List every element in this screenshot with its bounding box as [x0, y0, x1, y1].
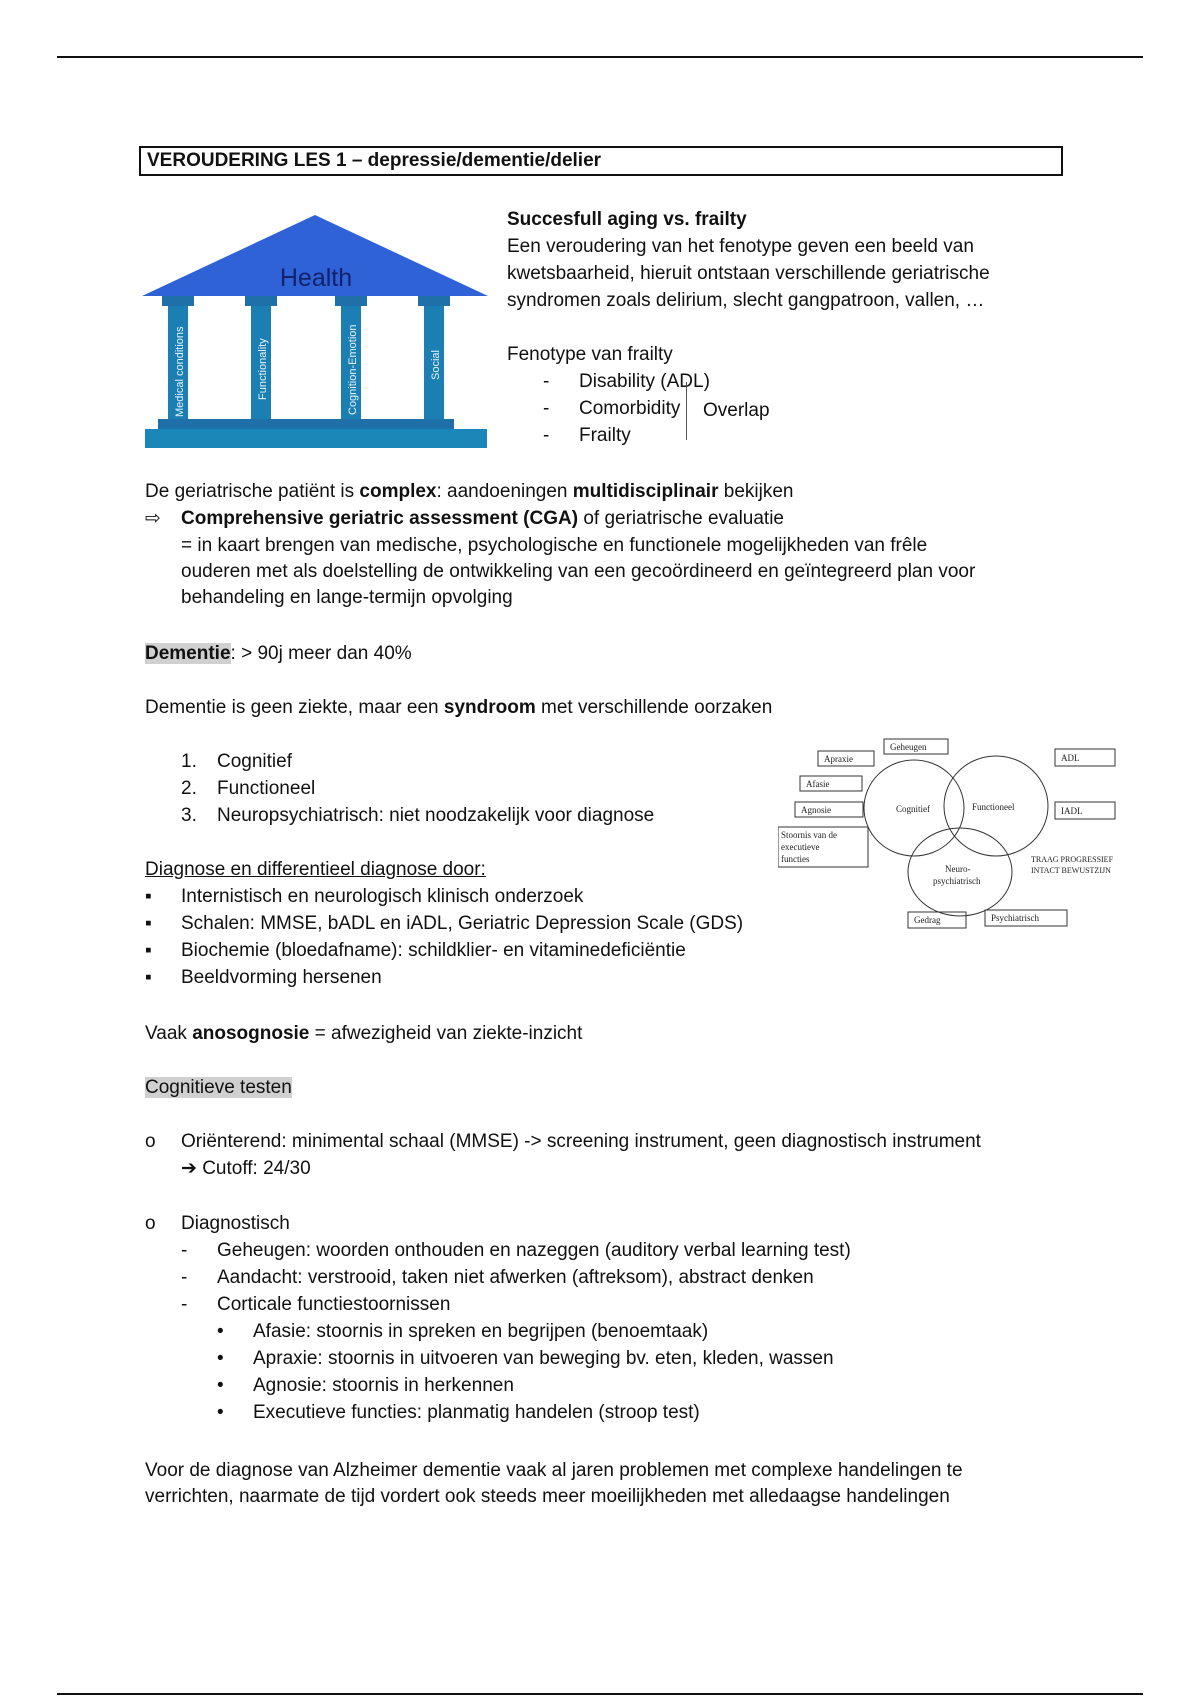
pillar-label-functionality: Functionality: [257, 338, 269, 400]
diag-bullet-4: ▪ Beeldvorming hersenen: [145, 967, 382, 988]
overlap-label: Overlap: [703, 400, 770, 421]
diagnostisch-line: o Diagnostisch: [145, 1213, 290, 1234]
frailty-heading: Succesfull aging vs. frailty: [507, 209, 747, 230]
anosognosie-line: Vaak anosognosie = afwezigheid van ziekte-inzicht: [145, 1023, 583, 1044]
venn-label-functioneel: Functioneel: [972, 802, 1015, 812]
numbered-item-2: 2. Functioneel: [181, 778, 316, 799]
phenotype-dash-1: -: [543, 371, 550, 392]
pillar-label-cognition: Cognition-Emotion: [347, 324, 359, 415]
venn-label-stoornis-2: executieve: [781, 842, 820, 852]
diag-bullet-1: ▪ Internistisch en neurologisch klinisch onderzoek: [145, 886, 584, 907]
venn-label-iadl: IADL: [1061, 806, 1083, 816]
top-rule: [57, 56, 1143, 58]
cga-def-3: behandeling en lange-termijn opvolging: [181, 587, 513, 608]
arrow-right-icon: ➔: [181, 1158, 203, 1179]
phenotype-item-1: Disability (ADL): [579, 371, 710, 392]
venn-note-1: TRAAG PROGRESSIEF: [1031, 855, 1114, 864]
venn-note-2: INTACT BEWUSTZIJN: [1031, 866, 1111, 875]
dementie-line: Dementie: > 90j meer dan 40%: [145, 643, 412, 664]
phenotype-item-3: Frailty: [579, 425, 631, 446]
temple-capital-3: [335, 296, 367, 306]
temple-step-top: [158, 419, 454, 429]
orient-line: o Oriënterend: minimental schaal (MMSE) -> screening instrument, geen diagnostisch instrument: [145, 1131, 981, 1152]
dot-item-2: • Apraxie: stoornis in uitvoeren van beweging bv. eten, kleden, wassen: [217, 1348, 834, 1369]
pillar-label-social: Social: [430, 350, 442, 380]
dot-item-1: • Afasie: stoornis in spreken en begrijpen (benoemtaak): [217, 1321, 709, 1342]
frailty-text-1: Een veroudering van het fenotype geven een beeld van: [507, 236, 974, 257]
venn-label-neuro-1: Neuro-: [945, 864, 971, 874]
phenotype-dash-3: -: [543, 425, 550, 446]
cutoff-line: ➔ Cutoff: 24/30: [181, 1158, 311, 1179]
venn-label-adl: ADL: [1061, 753, 1080, 763]
diagnose-heading: Diagnose en differentieel diagnose door:: [145, 859, 486, 880]
numbered-item-1: 1. Cognitief: [181, 751, 292, 772]
venn-label-agnosie: Agnosie: [801, 805, 831, 815]
dash-item-3: - Corticale functiestoornissen: [181, 1294, 451, 1315]
numbered-item-3: 3. Neuropsychiatrisch: niet noodzakelijk voor diagnose: [181, 805, 655, 826]
venn-label-cognitief: Cognitief: [896, 804, 930, 814]
health-temple-diagram: [140, 212, 490, 452]
diag-bullet-3: ▪ Biochemie (bloedafname): schildklier- en vitaminedeficiëntie: [145, 940, 686, 961]
temple-roof-label: Health: [279, 264, 353, 292]
venn-label-psychiatrisch: Psychiatrisch: [991, 913, 1039, 923]
overlap-bracket: [686, 382, 687, 440]
pillar-label-medical: Medical conditions: [174, 326, 186, 417]
venn-label-neuro-2: psychiatrisch: [933, 876, 981, 886]
phenotype-item-2: Comorbidity: [579, 398, 681, 419]
phenotype-heading: Fenotype van frailty: [507, 344, 673, 365]
temple-capital-2: [245, 296, 277, 306]
frailty-text-2: kwetsbaarheid, hieruit ontstaan verschillende geriatrische: [507, 263, 990, 284]
alzheimer-line-1: Voor de diagnose van Alzheimer dementie vaak al jaren problemen met complexe handelingen te: [145, 1460, 963, 1481]
arrow-icon: ⇨: [145, 508, 161, 529]
cga-line: Comprehensive geriatric assessment (CGA) of geriatrische evaluatie: [181, 508, 784, 529]
dash-item-1: - Geheugen: woorden onthouden en nazeggen (auditory verbal learning test): [181, 1240, 851, 1261]
alzheimer-line-2: verrichten, naarmate de tijd vordert ook steeds meer moeilijkheden met alledaagse handelingen: [145, 1486, 950, 1507]
temple-base: [145, 429, 487, 448]
syndroom-line: Dementie is geen ziekte, maar een syndroom met verschillende oorzaken: [145, 697, 773, 718]
venn-label-gedrag: Gedrag: [914, 915, 941, 925]
bottom-rule: [57, 1693, 1143, 1695]
testen-heading: Cognitieve testen: [145, 1077, 292, 1098]
venn-label-apraxie: Apraxie: [824, 754, 853, 764]
dementia-venn-diagram: [778, 732, 1128, 930]
phenotype-dash-2: -: [543, 398, 550, 419]
temple-capital-1: [162, 296, 194, 306]
dash-item-2: - Aandacht: verstrooid, taken niet afwerken (aftreksom), abstract denken: [181, 1267, 814, 1288]
venn-label-stoornis-3: functies: [781, 854, 810, 864]
temple-capital-4: [418, 296, 450, 306]
cga-def-1: = in kaart brengen van medische, psychologische en functionele mogelijkheden van frêle: [181, 535, 928, 556]
frailty-text-3: syndromen zoals delirium, slecht gangpatroon, vallen, …: [507, 290, 985, 311]
complex-sentence: De geriatrische patiënt is complex: aandoeningen multidisciplinair bekijken: [145, 481, 794, 502]
venn-label-stoornis-1: Stoornis van de: [781, 830, 837, 840]
diag-bullet-2: ▪ Schalen: MMSE, bADL en iADL, Geriatric Depression Scale (GDS): [145, 913, 744, 934]
cga-def-2: ouderen met als doelstelling de ontwikkeling van een gecoördineerd en geïntegreerd plan voor: [181, 561, 976, 582]
venn-label-geheugen: Geheugen: [890, 742, 927, 752]
venn-label-afasie: Afasie: [806, 779, 830, 789]
dot-item-3: • Agnosie: stoornis in herkennen: [217, 1375, 514, 1396]
dot-item-4: • Executieve functies: planmatig handelen (stroop test): [217, 1402, 700, 1423]
page-title: VEROUDERING LES 1 – depressie/dementie/delier: [139, 146, 1063, 176]
